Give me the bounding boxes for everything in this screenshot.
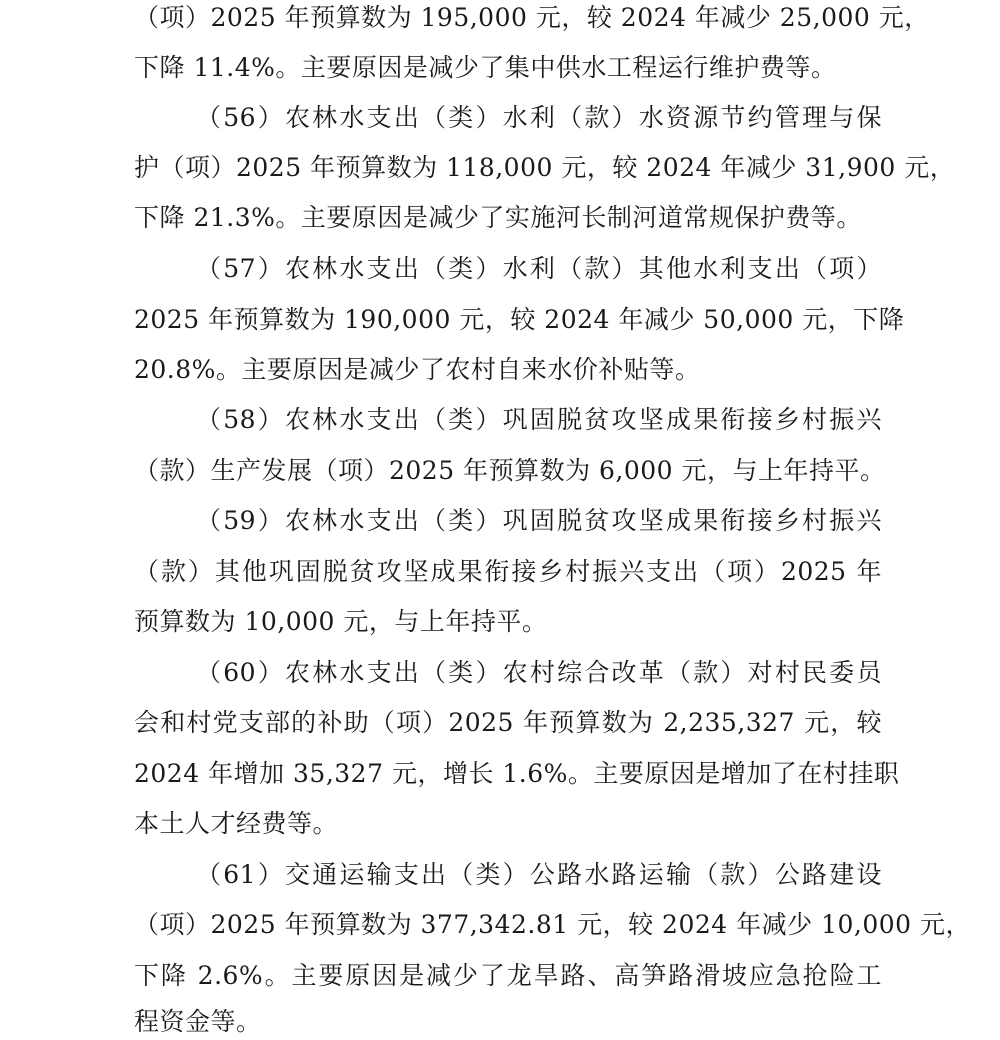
text-line: （款）生产发展（项）2025 年预算数为 6,000 元，与上年持平。 (134, 456, 886, 485)
text-line: 2025 年预算数为 190,000 元，较 2024 年减少 50,000 元，下降 (134, 305, 905, 334)
paragraph-59-first-line: （59）农林水支出（类）巩固脱贫攻坚成果衔接乡村振兴 (196, 506, 882, 535)
text-line: （项）2025 年预算数为 195,000 元，较 2024 年减少 25,000 元， (134, 3, 930, 32)
text-line: 下降 11.4%。主要原因是减少了集中供水工程运行维护费等。 (134, 53, 837, 82)
paragraph-56-first-line: （56）农林水支出（类）水利（款）水资源节约管理与保 (196, 103, 882, 132)
text-line: 下降 2.6%。主要原因是减少了龙旱路、高笋路滑坡应急抢险工 (134, 961, 882, 990)
paragraph-60-first-line: （60）农林水支出（类）农村综合改革（款）对村民委员 (196, 658, 882, 687)
text-line: （项）2025 年预算数为 377,342.81 元，较 2024 年减少 10,000 元， (134, 910, 971, 939)
text-line: 2024 年增加 35,327 元，增长 1.6%。主要原因是增加了在村挂职 (134, 759, 900, 788)
text-line: 程资金等。 (134, 1007, 262, 1036)
text-line: 护（项）2025 年预算数为 118,000 元，较 2024 年减少 31,900 元， (134, 153, 956, 182)
paragraph-58-first-line: （58）农林水支出（类）巩固脱贫攻坚成果衔接乡村振兴 (196, 405, 882, 434)
text-line: 20.8%。主要原因是减少了农村自来水价补贴等。 (134, 355, 701, 384)
text-line: （款）其他巩固脱贫攻坚成果衔接乡村振兴支出（项）2025 年 (134, 557, 882, 586)
paragraph-61-first-line: （61）交通运输支出（类）公路水路运输（款）公路建设 (196, 860, 882, 889)
text-line: 下降 21.3%。主要原因是减少了实施河长制河道常规保护费等。 (134, 203, 862, 232)
text-line: 会和村党支部的补助（项）2025 年预算数为 2,235,327 元，较 (134, 708, 882, 737)
paragraph-57-first-line: （57）农林水支出（类）水利（款）其他水利支出（项） (196, 254, 882, 283)
text-line: 预算数为 10,000 元，与上年持平。 (134, 607, 548, 636)
text-line: 本土人才经费等。 (134, 809, 339, 838)
